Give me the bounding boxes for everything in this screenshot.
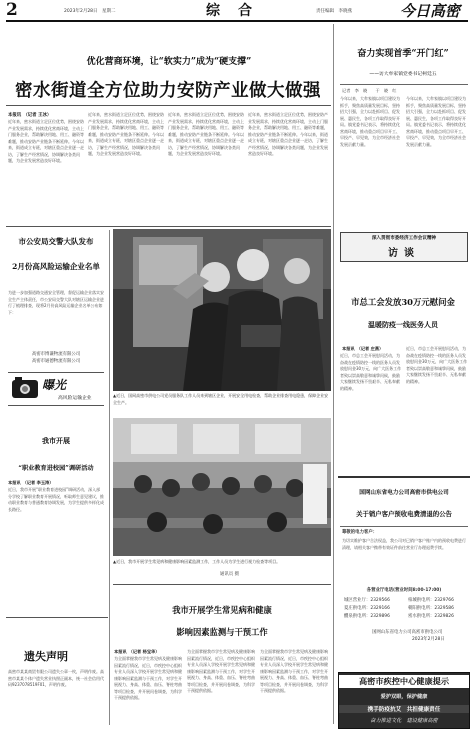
notice-body: 为切实维护客户合法权益，我公司对已销户客户账户内的预收电费进行清理，请相关客户携带有效证件前往营业厅办理退费手续。 (342, 538, 466, 550)
power-notice-box (338, 476, 470, 700)
notice-hotline-3: 夏庄供电所：2329166 (344, 606, 390, 611)
page-number: 2 (6, 0, 18, 20)
notice-hotline-4: 朝阳供电所：2329586 (408, 606, 454, 611)
lead-rule (6, 105, 331, 106)
paper-logo: 今日高密 (400, 2, 461, 20)
lead-headline: 密水街道全方位助力安防产业做大做强 (15, 81, 321, 101)
cdc-box (338, 672, 470, 729)
lead-bottom-rule (6, 226, 331, 227)
traffic-body: 为进一步加强道路交通安全管理，督促运输企业落实安全生产主体责任，市公安局交警大队对辖区运输企业进行了梳理排查，现将2月份高风险运输企业名单公布如下： (8, 290, 104, 315)
interview-subhead: ——访大牟家镇党委书记柯廷五 (369, 72, 437, 77)
photo-2-credit: 通讯员 摄 (220, 572, 239, 577)
interview-banner-line: 深入贯彻市委经济工作会议精神 (371, 236, 437, 241)
health-headline-2: 影响因素监测与干预工作 (176, 627, 268, 637)
notice-hotline-6: 密水供电所：2329826 (408, 614, 454, 619)
lead-kicker: 优化营商环境，让“软实力”成为“硬支撑” (86, 57, 252, 67)
classroom-photo (113, 418, 331, 556)
vocational-byline: 本报讯 （记者 李玉涛） (8, 480, 54, 485)
notice-salutation: 尊敬的电力客户： (342, 530, 378, 535)
lead-byline: 本报讯 （记者 王冰） (8, 113, 52, 118)
traffic-company-1: 高密市博谦物流有限公司 (31, 352, 81, 357)
notice-hotline-title: 各营业厅电话(营业时间8:00-17:00) (366, 588, 442, 593)
notice-hotline-5: 醴泉供电所：2329896 (344, 614, 390, 619)
photo-2-caption: ▲近日，我市开展学生常见病和健康影响因素监测工作，工作人员为学生进行视力检查等项目。 (113, 559, 281, 564)
vocational-headline-1: 我市开展 (42, 436, 70, 445)
notice-hotline-2: 柏城供电所：2329766 (408, 598, 454, 603)
exposure-sublabel: 高风险运输企业 (58, 396, 92, 401)
lead-body-col-1: 近年来，密水街道立足区位优势，围绕安防产业发展需求，持续优化营商环境，主动上门服务企业，帮助解决用地、用工、融资等难题，推动安防产业链条不断延伸。今年以来，街道成立专班，对辖区重点企业逐一走访，了解生产经营情况，协调解决各类问题，为企业发展营造良好环境。 (8, 119, 84, 163)
union-subhead: 温暖防疫一线医务人员 (368, 320, 438, 329)
header-rule (6, 20, 468, 22)
traffic-headline-2: 2月份高风险运输企业名单 (12, 262, 100, 271)
classroom-illustration (113, 418, 331, 556)
lost-notice-body: 高密市某某商贸有限公司遗失公章一枚，声明作废。高密市某某个体户遗失营业执照正副本，统一社会信用代码9237078519F01，声明作废。 (8, 669, 104, 687)
exposure-box (8, 372, 104, 406)
union-body-col-1: 近日，市总工会开展慰问活动，为奋战在疫情防控一线的医务人员发放慰问金30万元，向广大医务工作者致以崇高敬意和诚挚问候，鼓励大家继续发扬不畏艰辛、无私奉献的精神。 (340, 353, 402, 391)
interview-headline: 奋力实现首季“开门红” (357, 49, 449, 59)
section-title: 综 合 (206, 3, 254, 19)
interview-body-col-2: 今年以来，大牟家镇以项目建设为抓手，聚焦高质量发展目标，坚持招大引强，全力以赴抓项目、促发展、惠民生，各项工作取得良好开局。镇党委书记表示，将持续优化营商环境，推动重点项目早开工、早投产、早见效，为全市经济社会发展贡献力量。 (406, 96, 466, 147)
cdc-line-2: 携手防疫抗艾 共担健康责任 (339, 705, 469, 713)
traffic-headline-1: 市公安局交警大队发布 (18, 237, 94, 246)
power-workers-illustration (113, 229, 331, 391)
interview-body-col-1: 今年以来，大牟家镇以项目建设为抓手，聚焦高质量发展目标，坚持招大引强，全力以赴抓项目、促发展、惠民生，各项工作取得良好开局。镇党委书记表示，将持续优化营商环境，推动重点项目早开工、早投产、早见效，为全市经济社会发展贡献力量。 (340, 96, 400, 147)
union-byline: 本报讯 （记者 庄燕） (342, 346, 384, 351)
union-body-col-2: 近日，市总工会开展慰问活动，为奋战在疫情防控一线的医务人员发放慰问金30万元，向广大医务工作者致以崇高敬意和诚挚问候，鼓励大家继续发扬不畏艰辛、无私奉献的精神。 (406, 346, 468, 384)
health-body-col-3: 为全面掌握我市学生常见病及健康影响因素流行情况，近日，市疾控中心组织专业人员深入学校开展学生常见病和健康影响因素监测与干预工作，对学生开展视力、身高、体重、血压、脊柱弯曲等项目检查，并开展问卷调查，为科学干预提供依据。 (260, 649, 328, 693)
health-headline-1: 我市开展学生常见病和健康 (172, 605, 272, 615)
notice-headline-1: 国网山东省电力公司高密市供电公司 (359, 490, 449, 496)
notice-hotline-1: 城区营业厅：2329566 (344, 598, 390, 603)
interview-byline: 记者 李 晓 于 晓 红 (342, 88, 397, 93)
exposure-label: 曝光 (42, 378, 67, 392)
health-body-col-2: 为全面掌握我市学生常见病及健康影响因素流行情况，近日，市疾控中心组织专业人员深入学校开展学生常见病和健康影响因素监测与干预工作，对学生开展视力、身高、体重、血压、脊柱弯曲等项目检查，并开展问卷调查，为科学干预提供依据。 (187, 649, 255, 693)
column-divider-left (109, 230, 110, 725)
lost-notice-title: 遗失声明 (24, 650, 68, 663)
lead-body-col-3: 近年来，密水街道立足区位优势，围绕安防产业发展需求，持续优化营商环境，主动上门服务企业，帮助解决用地、用工、融资等难题，推动安防产业链条不断延伸。今年以来，街道成立专班，对辖区重点企业逐一走访，了解生产经营情况，协调解决各类问题，为企业发展营造良好环境。 (168, 112, 244, 156)
health-byline: 本报讯 （记者 杨宝华） (114, 649, 160, 654)
lead-body-col-2: 近年来，密水街道立足区位优势，围绕安防产业发展需求，持续优化营商环境，主动上门服务企业，帮助解决用地、用工、融资等难题，推动安防产业链条不断延伸。今年以来，街道成立专班，对辖区重点企业逐一走访，了解生产经营情况，协调解决各类问题，为企业发展营造良好环境。 (88, 112, 164, 156)
lead-body-col-4: 近年来，密水街道立足区位优势，围绕安防产业发展需求，持续优化营商环境，主动上门服务企业，帮助解决用地、用工、融资等难题，推动安防产业链条不断延伸。今年以来，街道成立专班，对辖区重点企业逐一走访，了解生产经营情况，协调解决各类问题，为企业发展营造良好环境。 (248, 112, 328, 156)
power-workers-photo (113, 229, 331, 391)
notice-date: 2023年2月28日 (412, 637, 445, 642)
vocational-headline-2: “职业教育进校园”调研活动 (18, 465, 94, 472)
health-top-rule (113, 584, 331, 585)
union-headline: 市总工会发放30万元慰问金 (351, 297, 455, 307)
notice-headline-2: 关于销户客户预收电费清退的公告 (356, 510, 452, 518)
notice-signature: 国网山东省电力公司高密市供电公司 (372, 630, 443, 635)
vocational-bottom-rule (6, 617, 108, 618)
cdc-line-1: 爱护双眼，保护健康 (380, 694, 428, 700)
interview-banner-word: 访谈 (388, 248, 420, 259)
interview-rule (340, 84, 468, 85)
cdc-title: 高密市疾控中心健康提示 (339, 675, 469, 688)
date-line: 2023年2月28日 星期二 (64, 9, 116, 14)
notice-rule (340, 526, 468, 527)
interview-banner (340, 232, 468, 262)
camera-icon (12, 380, 38, 398)
column-divider-right (333, 24, 334, 724)
photo-1-caption: ▲近日，国网高密市供电公司党员服务队工作人员来到辖区企业，开展安全用电检查，帮助企业排查用电隐患，保障企业安全生产。 (113, 393, 329, 405)
health-body-col-1: 为全面掌握我市学生常见病及健康影响因素流行情况，近日，市疾控中心组织专业人员深入学校开展学生常见病和健康影响因素监测与干预工作，对学生开展视力、身高、体重、血压、脊柱弯曲等项目检查，并开展问卷调查，为科学干预提供依据。 (114, 656, 182, 700)
editor-line: 责任编辑 李晓燕 (316, 9, 352, 14)
traffic-company-2: 高密市通德物流有限公司 (31, 359, 81, 364)
cdc-line-3: 奋力推进文化 建设健康高密 (370, 718, 438, 724)
vocational-body: 近日，我市开展“职业教育进校园”调研活动，深入部分学校了解职业教育开展情况，听取师生意见建议，推动职业教育与普通教育协调发展，为学生提供多样化成长路径。 (8, 487, 104, 512)
